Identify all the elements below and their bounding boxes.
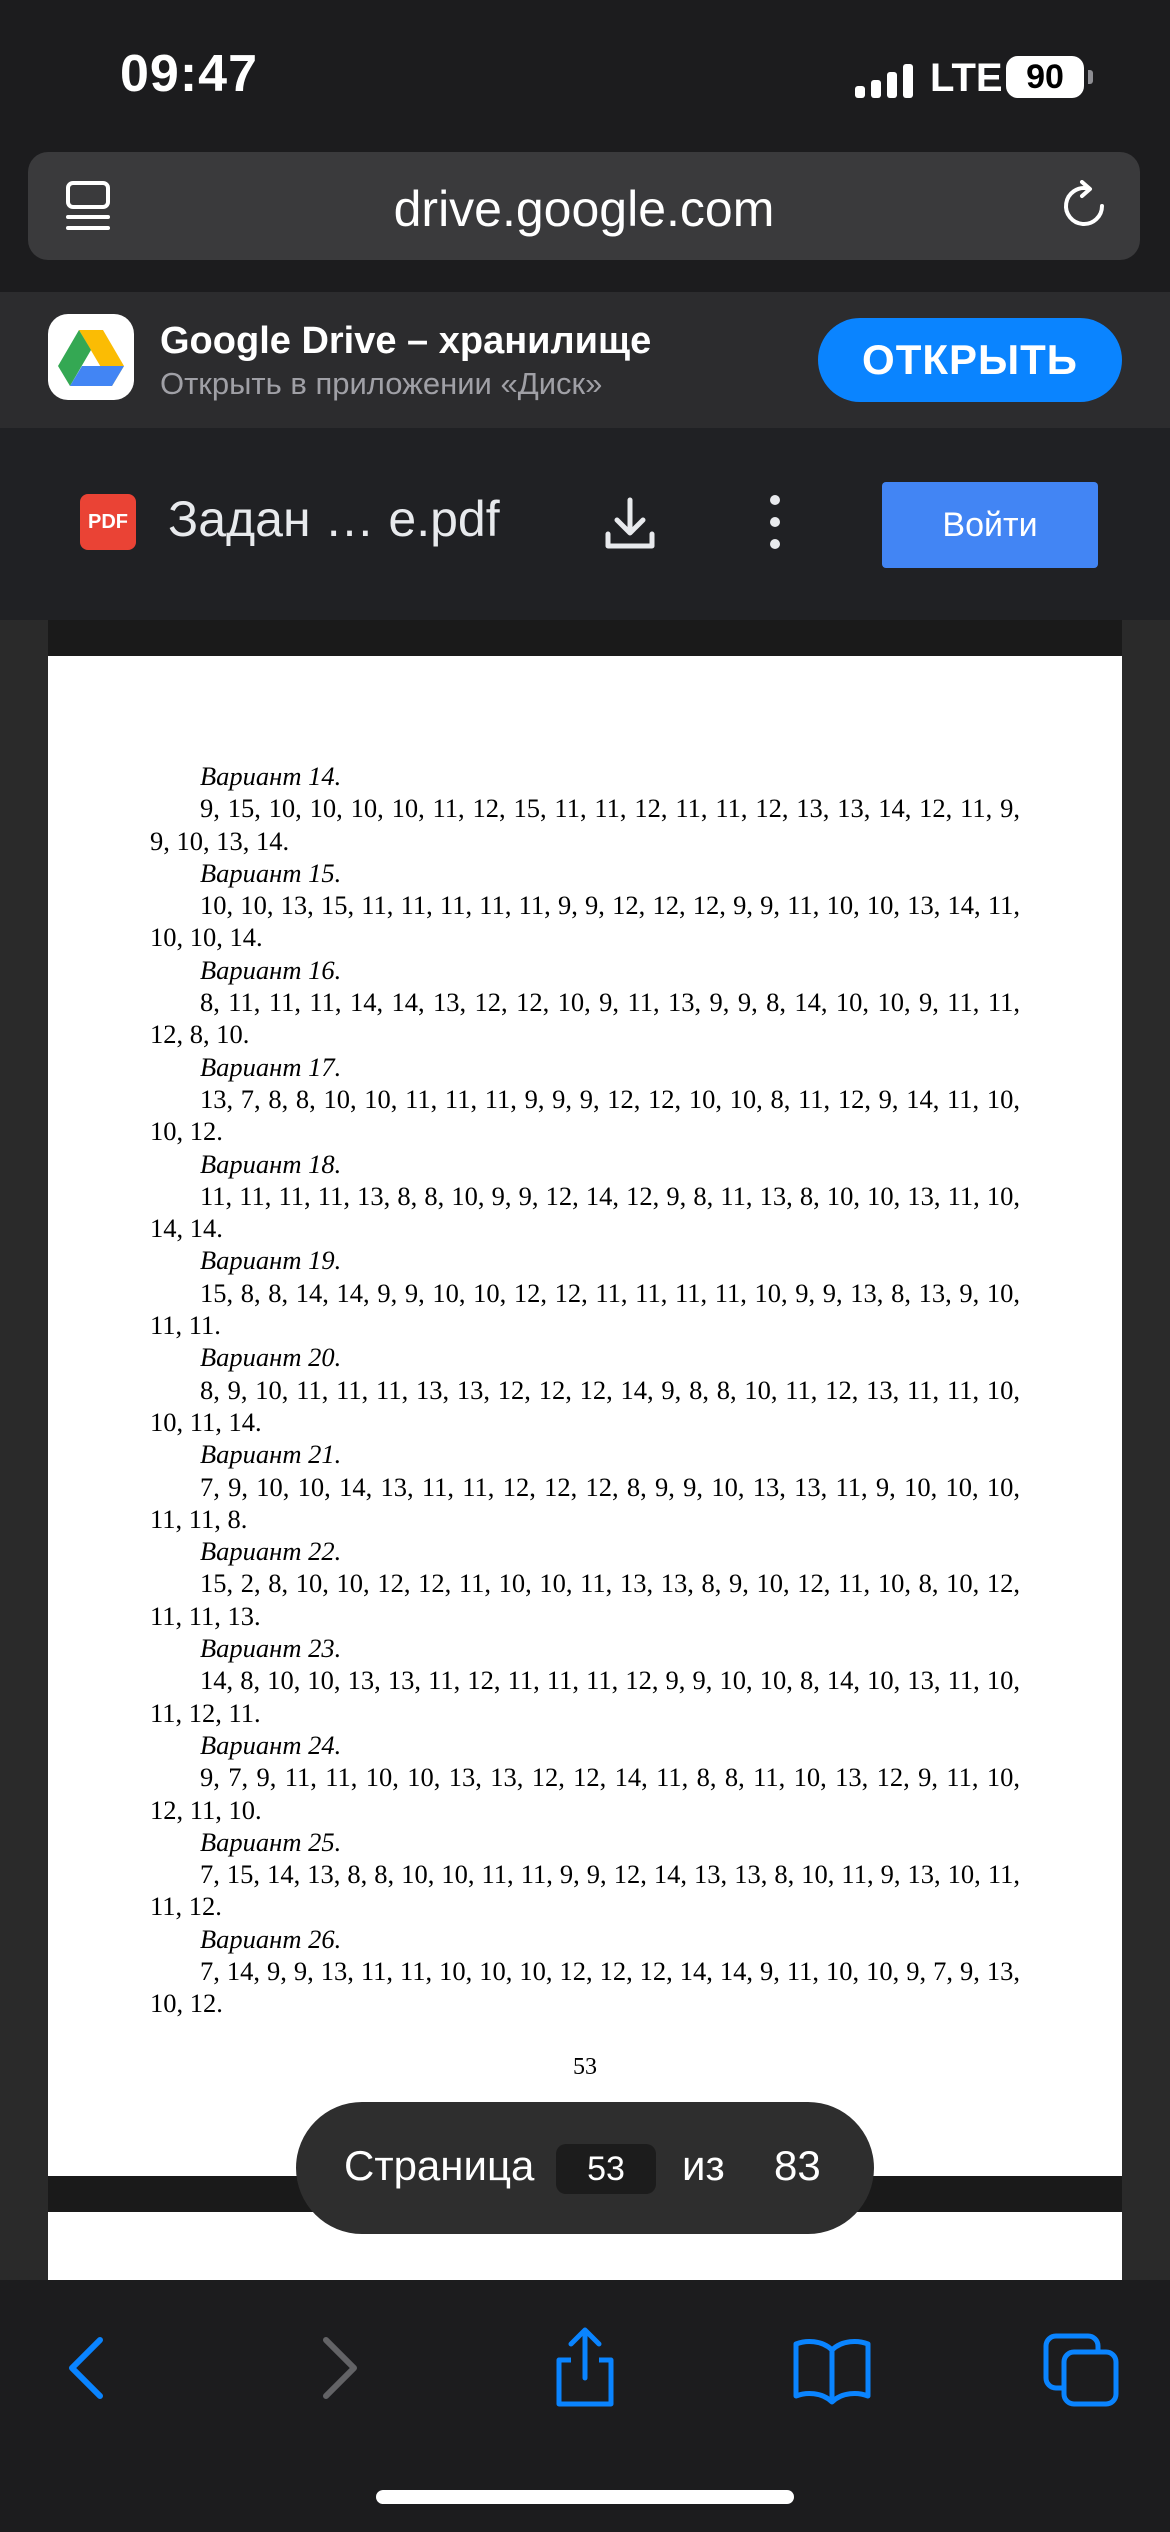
file-name: Задан … е.pdf	[168, 491, 500, 547]
page-content	[150, 760, 1020, 2020]
variant-block	[150, 1438, 1020, 1535]
viewer-top-strip	[48, 620, 1122, 656]
back-icon[interactable]	[46, 2326, 130, 2410]
forward-icon[interactable]	[296, 2326, 380, 2410]
download-icon[interactable]	[600, 494, 660, 554]
banner-subtitle: Открыть в приложении «Диск»	[160, 366, 603, 401]
app-banner	[0, 292, 1170, 428]
drive-toolbar	[0, 428, 1170, 620]
google-drive-logo-icon	[48, 314, 134, 400]
status-bar	[0, 0, 1170, 150]
variant-title: Вариант 23.	[200, 1633, 342, 1664]
network-type: LTE	[930, 56, 1003, 100]
variant-values: 9, 7, 9, 11, 11, 10, 10, 13, 13, 12, 12, 14, 11, 8, 8, 11, 10, 13, 12, 9, 11, 10, 12, 11, 10.	[150, 1762, 1020, 1825]
open-app-button[interactable]: ОТКРЫТЬ	[818, 318, 1122, 402]
variant-title: Вариант 19.	[200, 1245, 342, 1276]
page-number: 53	[573, 2054, 597, 2080]
variant-title: Вариант 24.	[200, 1729, 342, 1760]
home-indicator	[376, 2490, 794, 2504]
variant-title: Вариант 26.	[200, 1923, 342, 1954]
page-indicator-of: из	[682, 2142, 725, 2189]
status-time: 09:47	[120, 45, 258, 103]
variant-title: Вариант 16.	[200, 954, 342, 985]
variant-block	[150, 1923, 1020, 2020]
variant-block	[150, 857, 1020, 954]
battery-icon: 90	[1006, 56, 1084, 98]
page-indicator-label: Страница	[344, 2142, 535, 2189]
pdf-file-icon: PDF	[80, 494, 136, 550]
variant-block	[150, 1632, 1020, 1729]
variant-values: 15, 2, 8, 10, 10, 12, 12, 11, 10, 10, 11, 13, 13, 8, 9, 10, 12, 11, 10, 8, 10, 12, 11, 11, 13.	[150, 1568, 1020, 1631]
variant-title: Вариант 18.	[200, 1148, 342, 1179]
login-button[interactable]: Войти	[882, 482, 1098, 568]
battery-tip	[1088, 70, 1093, 84]
variant-values: 10, 10, 13, 15, 11, 11, 11, 11, 11, 9, 9, 12, 12, 12, 9, 9, 11, 10, 10, 13, 14, 11, 10, 10, 14.	[150, 890, 1020, 953]
total-pages: 83	[774, 2142, 821, 2189]
variant-title: Вариант 17.	[200, 1051, 342, 1082]
variant-block	[150, 1729, 1020, 1826]
url-text[interactable]: drive.google.com	[393, 181, 775, 237]
variant-values: 14, 8, 10, 10, 13, 13, 11, 12, 11, 11, 11, 12, 9, 9, 10, 10, 8, 14, 10, 13, 11, 10, 11, 12, 11.	[150, 1665, 1020, 1728]
more-options-icon[interactable]	[760, 492, 790, 552]
variant-block	[150, 1826, 1020, 1923]
share-icon[interactable]	[543, 2326, 627, 2410]
variant-block	[150, 1535, 1020, 1632]
tabs-icon[interactable]	[1040, 2326, 1124, 2410]
variant-values: 15, 8, 8, 14, 14, 9, 9, 10, 10, 12, 12, 11, 11, 11, 11, 10, 9, 9, 13, 8, 13, 9, 10, 11, 11.	[150, 1277, 1020, 1341]
pdf-viewer[interactable]	[0, 620, 1170, 2280]
variant-title: Вариант 25.	[200, 1826, 342, 1857]
pdf-page	[48, 656, 1122, 2176]
address-bar[interactable]	[28, 152, 1140, 260]
signal-icon	[855, 64, 915, 98]
variant-values: 11, 11, 11, 11, 13, 8, 8, 10, 9, 9, 12, 14, 12, 9, 8, 11, 13, 8, 10, 10, 13, 11, 10, 14, 14.	[150, 1180, 1020, 1244]
variant-block	[150, 760, 1020, 857]
variant-block	[150, 1148, 1020, 1245]
variant-values: 9, 15, 10, 10, 10, 10, 11, 12, 15, 11, 11, 12, 11, 11, 12, 13, 13, 14, 12, 11, 9, 9, 10, 13, 14.	[150, 793, 1020, 856]
variant-block	[150, 954, 1020, 1051]
variant-title: Вариант 22.	[200, 1536, 342, 1567]
variant-title: Вариант 20.	[200, 1342, 342, 1373]
variant-block	[150, 1051, 1020, 1148]
variant-values: 8, 9, 10, 11, 11, 11, 13, 13, 12, 12, 12, 14, 9, 8, 8, 10, 11, 12, 13, 11, 11, 10, 10, 11, 14.	[150, 1374, 1020, 1437]
variant-title: Вариант 15.	[200, 857, 342, 888]
page-indicator[interactable]	[296, 2102, 874, 2234]
variant-values: 7, 15, 14, 13, 8, 8, 10, 10, 11, 11, 9, 9, 12, 14, 13, 13, 8, 10, 11, 9, 13, 10, 11, 11, 12.	[150, 1859, 1020, 1922]
variant-values: 7, 14, 9, 9, 13, 11, 11, 10, 10, 10, 12, 12, 12, 14, 14, 9, 11, 10, 10, 9, 7, 9, 13, 10, 12.	[150, 1955, 1020, 2019]
variant-block	[150, 1341, 1020, 1438]
variant-values: 7, 9, 10, 10, 14, 13, 11, 11, 12, 12, 12, 8, 9, 9, 10, 13, 13, 11, 9, 10, 10, 10, 11, 11, 8.	[150, 1471, 1020, 1534]
current-page-field[interactable]: 53	[556, 2144, 656, 2194]
bookmarks-icon[interactable]	[790, 2326, 874, 2410]
variant-values: 13, 7, 8, 8, 10, 10, 11, 11, 11, 9, 9, 9, 12, 12, 10, 10, 8, 11, 12, 9, 14, 11, 10, 10, 12.	[150, 1083, 1020, 1147]
variant-title: Вариант 21.	[200, 1439, 342, 1470]
reload-icon[interactable]	[1058, 180, 1110, 232]
variant-values: 8, 11, 11, 11, 14, 14, 13, 12, 12, 10, 9, 11, 13, 9, 9, 8, 14, 10, 10, 9, 11, 11, 12, 8, 10.	[150, 987, 1020, 1050]
variant-title: Вариант 14.	[200, 761, 342, 791]
banner-title: Google Drive – хранилище	[160, 320, 652, 362]
variant-block	[150, 1244, 1020, 1341]
